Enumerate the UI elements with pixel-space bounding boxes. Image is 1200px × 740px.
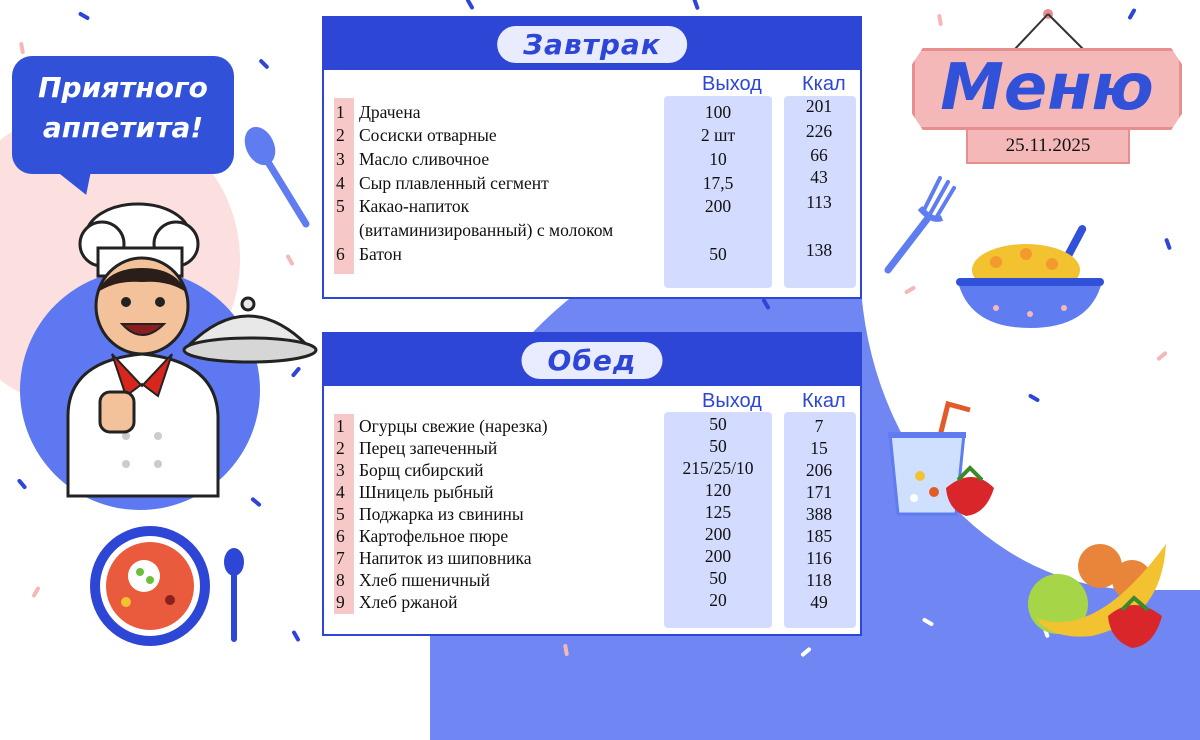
dish-kcal: 49	[810, 592, 828, 612]
dish-kcal: 113	[806, 192, 832, 212]
dish-name: Драчена	[359, 102, 421, 122]
dish-name-continued: (витаминизированный) с молоком	[359, 220, 614, 240]
dish-kcal: 15	[810, 438, 828, 458]
row-number: 1	[336, 102, 345, 122]
dish-output: 50	[709, 244, 727, 264]
dish-output: 17,5	[702, 173, 734, 193]
dish-name: Перец запеченный	[359, 438, 498, 458]
drink-glass-icon	[886, 396, 1000, 520]
lunch-output-header: Выход	[702, 390, 762, 412]
confetti	[78, 11, 90, 20]
confetti	[1127, 8, 1136, 20]
dish-output: 50	[709, 436, 727, 456]
row-number: 4	[336, 173, 345, 193]
confetti	[465, 0, 474, 10]
dish-kcal: 7	[814, 416, 824, 436]
dish-output: 200	[704, 524, 732, 544]
row-number: 4	[336, 482, 345, 502]
lunch-header	[324, 334, 860, 386]
dish-output: 125	[704, 502, 732, 522]
dish-output: 200	[704, 546, 732, 566]
confetti	[291, 630, 300, 642]
dish-name: Масло сливочное	[359, 149, 490, 169]
speech-bubble	[12, 56, 234, 174]
dish-kcal: 43	[810, 167, 828, 187]
dish-name: Сосиски отварные	[359, 125, 497, 145]
breakfast-header	[324, 18, 860, 70]
breakfast-title: Завтрак	[497, 26, 687, 63]
dish-kcal: 116	[806, 548, 832, 568]
dish-kcal: 138	[805, 240, 833, 260]
dish-output: 10	[709, 149, 727, 169]
menu-date: 25.11.2025	[966, 128, 1130, 164]
dish-kcal: 226	[805, 121, 833, 141]
dish-name: Какао-напиток	[359, 196, 470, 216]
lunch-title: Обед	[522, 342, 663, 379]
menu-sign-title: Меню	[940, 51, 1154, 125]
row-number: 2	[336, 438, 345, 458]
row-number: 6	[336, 244, 345, 264]
dish-name: Борщ сибирский	[359, 460, 484, 480]
breakfast-output-header: Выход	[702, 73, 762, 95]
dish-name: Напиток из шиповника	[359, 548, 532, 568]
breakfast-kcal-header: Ккал	[802, 73, 846, 95]
dish-kcal: 388	[805, 504, 833, 524]
dish-name: Картофельное пюре	[359, 526, 509, 546]
fork-icon	[880, 170, 960, 280]
confetti	[258, 58, 269, 69]
dish-name: Шницель рыбный	[359, 482, 494, 502]
dish-name: Хлеб пшеничный	[359, 570, 491, 590]
confetti	[31, 586, 40, 598]
confetti	[692, 0, 700, 10]
row-number: 3	[336, 149, 345, 169]
dish-output: 200	[704, 196, 732, 216]
soup-plate-icon	[84, 522, 254, 652]
dish-output: 120	[704, 480, 732, 500]
dish-kcal: 185	[805, 526, 833, 546]
dish-kcal: 171	[805, 482, 833, 502]
dish-name: Батон	[359, 244, 402, 264]
row-number: 6	[336, 526, 345, 546]
dish-kcal: 118	[806, 570, 832, 590]
row-number: 1	[336, 416, 345, 436]
dish-output: 100	[704, 102, 732, 122]
porridge-bowl-icon	[956, 222, 1106, 334]
greeting-line-1: Приятного	[38, 71, 208, 104]
chef-illustration	[38, 196, 318, 506]
lunch-panel	[322, 332, 862, 636]
fruit-bowl-icon	[1022, 536, 1172, 652]
lunch-kcal-header: Ккал	[802, 390, 846, 412]
breakfast-panel	[322, 16, 862, 299]
dish-output: 20	[709, 590, 727, 610]
row-number: 5	[336, 504, 345, 524]
dish-name: Поджарка из свинины	[359, 504, 524, 524]
row-number: 7	[336, 548, 345, 568]
row-number: 3	[336, 460, 345, 480]
row-number: 5	[336, 196, 345, 216]
dish-output: 215/25/10	[682, 458, 754, 478]
dish-kcal: 206	[805, 460, 833, 480]
row-number: 9	[336, 592, 345, 612]
row-number: 2	[336, 125, 345, 145]
dish-kcal: 66	[810, 145, 828, 165]
dish-name: Сыр плавленный сегмент	[359, 173, 549, 193]
dish-kcal: 201	[805, 96, 833, 116]
dish-output: 50	[709, 414, 727, 434]
dish-output: 2 шт	[700, 125, 736, 145]
confetti	[937, 14, 943, 27]
confetti	[17, 478, 28, 490]
dish-output: 50	[709, 568, 727, 588]
dish-name: Хлеб ржаной	[359, 592, 458, 612]
row-number: 8	[336, 570, 345, 590]
dish-name: Огурцы свежие (нарезка)	[359, 416, 548, 436]
confetti	[19, 42, 25, 55]
greeting-line-2: аппетита!	[42, 111, 204, 144]
